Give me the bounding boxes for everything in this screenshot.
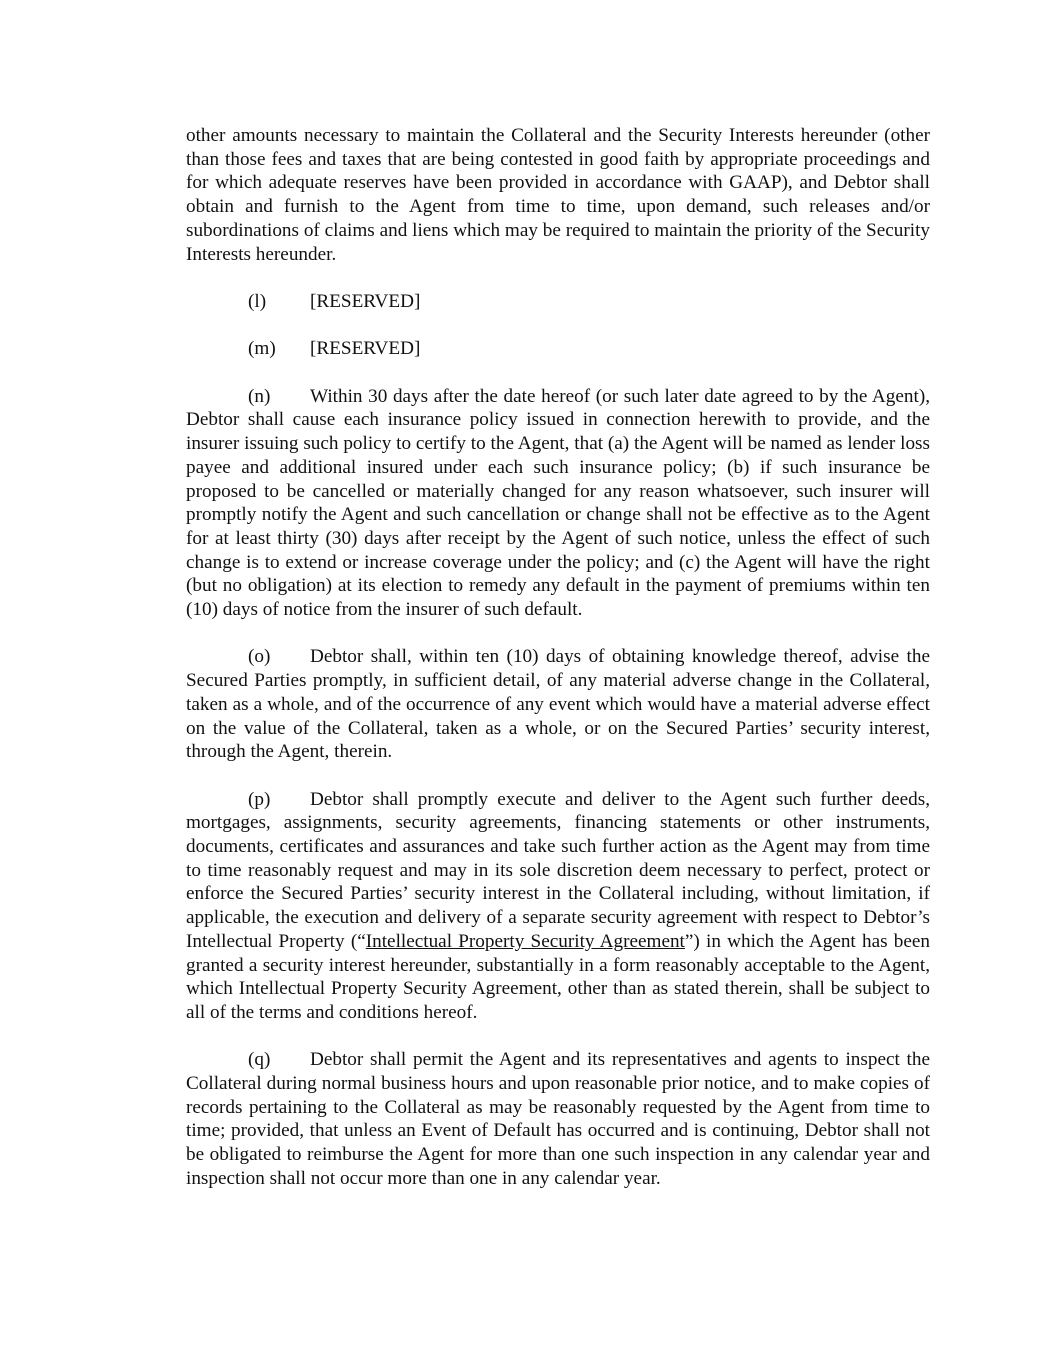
section-q xyxy=(186,1048,930,1190)
defined-term-ip-security-agreement: Intellectual Property Security Agreement xyxy=(365,930,685,952)
section-o-text: Debtor shall, within ten (10) days of obtaining knowledge thereof, advise the Secured Parties promptly, in sufficient detail, of any material adverse change in the Collateral, taken as a whole, and of the occurrence of any event which would have a material adverse effect on the value of the Collateral, taken as a whole, or on the Secured Parties’ security interest, through the Agent, therein. xyxy=(186,646,930,763)
section-n-text: Within 30 days after the date hereof (or such later date agreed to by the Agent), Debtor shall cause each insurance policy issued in connection herewith to provide, and the insurer issuing such policy to certify to the Agent, that (a) the Agent will be named as lender loss payee and additional insured under each such insurance policy; (b) if such insurance be proposed to be cancelled or materially changed for any reason whatsoever, such insurer will promptly notify the Agent and such cancellation or change shall not be effective as to the Agent for at least thirty (30) days after receipt by the Agent of such notice, unless the effect of such change is to extend or increase coverage under the policy; and (c) the Agent will have the right (but no obligation) at its election to remedy any default in the payment of premiums within ten (10) days of notice from the insurer of such default. xyxy=(186,385,930,621)
section-l xyxy=(248,290,930,314)
section-q-label: (q) xyxy=(248,1049,271,1071)
section-p-text-after: ”) in which the Agent has been granted a security interest hereunder, substantially in a form reasonably acceptable to the Agent, which Intellectual Property Security Agreement, other than as stated therein, shall be subject to all of the terms and conditions hereof. xyxy=(186,930,930,1023)
section-m-text: [RESERVED] xyxy=(310,338,421,360)
section-q-text: Debtor shall permit the Agent and its representatives and agents to inspect the Collateral during normal business hours and upon reasonable prior notice, and to make copies of records pertaining to the Collateral as may be reasonably requested by the Agent from time to time; provided, that unless an Event of Default has occurred and is continuing, Debtor shall not be obligated to reimburse the Agent for more than one such inspection in any calendar year and inspection shall not occur more than one in any calendar year. xyxy=(186,1049,930,1189)
section-o xyxy=(186,645,930,764)
section-l-text: [RESERVED] xyxy=(310,290,421,312)
section-l-label: (l) xyxy=(248,290,267,312)
section-m xyxy=(248,337,930,361)
section-n-label: (n) xyxy=(248,385,271,407)
paragraph-k-continuation: other amounts necessary to maintain the Collateral and the Security Interests hereunder (other than those fees and taxes that are being contested in good faith by appropriate proceedings and for which adequate reserves have been provided in accordance with GAAP), and Debtor shall obtain and furnish to the Agent from time to time, upon demand, such releases and/or subordinations of claims and liens which may be required to maintain the priority of the Security Interests hereunder. xyxy=(186,125,930,265)
section-p-label: (p) xyxy=(248,788,271,810)
section-o-label: (o) xyxy=(248,646,271,668)
section-m-label: (m) xyxy=(248,338,276,360)
section-p xyxy=(186,788,930,1025)
section-n xyxy=(186,385,930,622)
section-p-text-before: Debtor shall promptly execute and deliver to the Agent such further deeds, mortgages, assignments, security agreements, financing statements or other instruments, documents, certificates and assurances and take such further action as the Agent may from time to time reasonably request and may in its sole discretion deem necessary to perfect, protect or enforce the Secured Parties’ security interest in the Collateral including, without limitation, if applicable, the execution and delivery of a separate security agreement with respect to Debtor’s Intellectual Property (“ xyxy=(186,788,930,952)
document-body xyxy=(186,124,930,1214)
